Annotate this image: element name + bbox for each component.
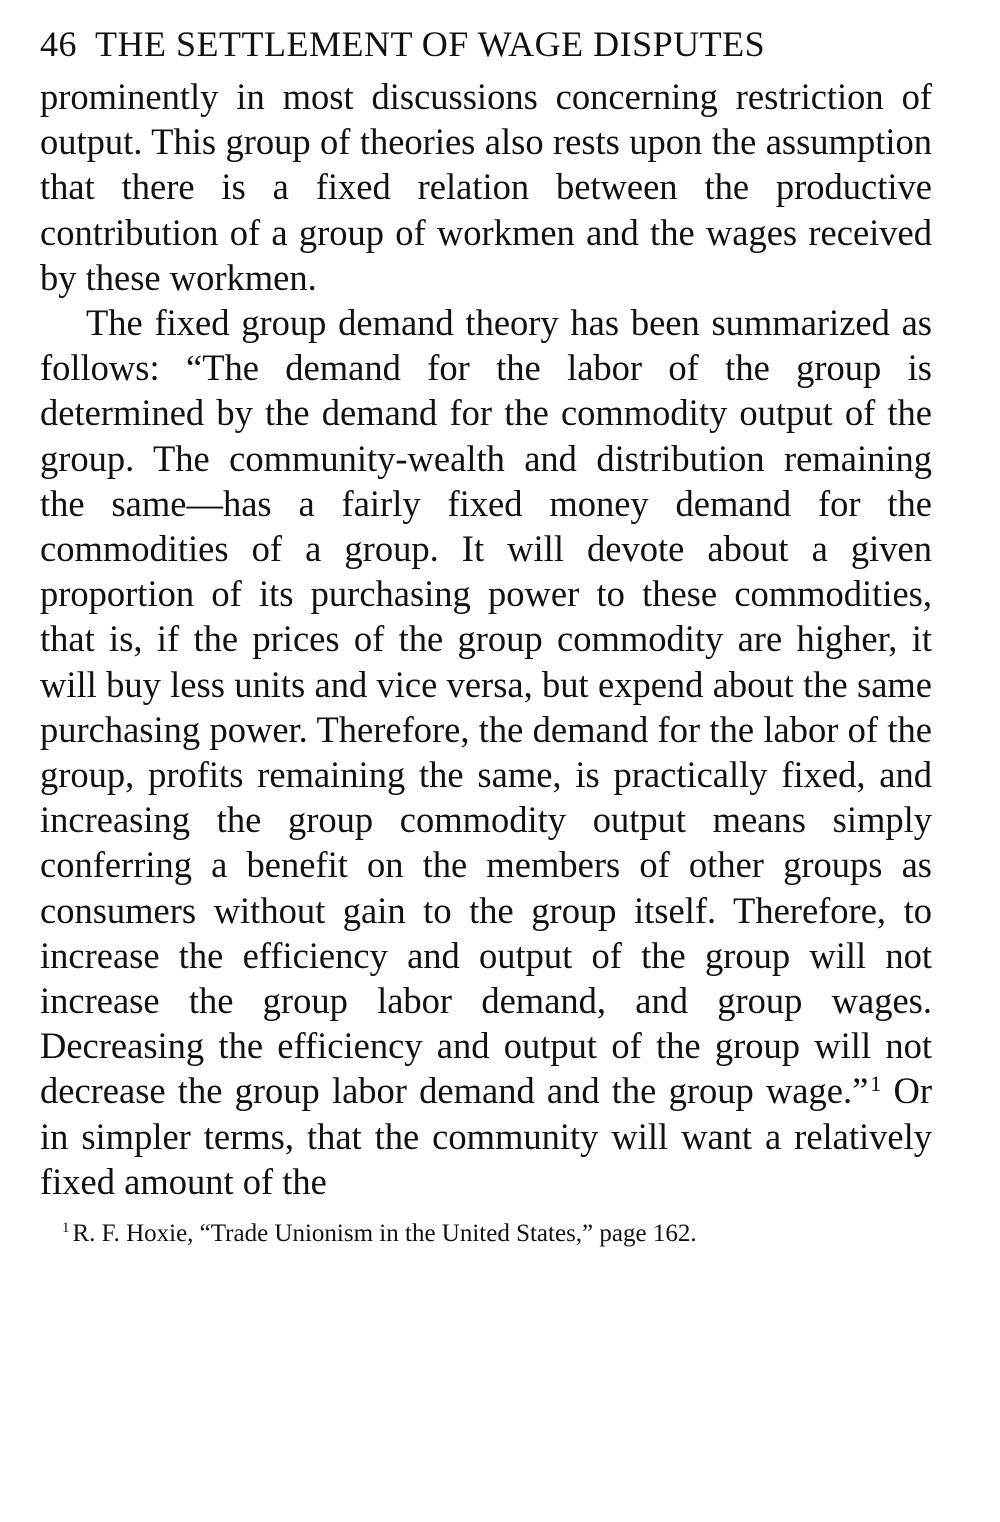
footnote xyxy=(40,1218,932,1250)
paragraph-fixed-group-demand xyxy=(40,300,932,1204)
body-text xyxy=(40,74,932,1204)
paragraph-text-main: The fixed group demand theory has been summarized as follows: “The demand for the labor of the group is determined by the demand for the commodity output of the group. The community-wealth and distribution remaining the same—has a fairly fixed money demand for the commodities of a group. It will devote about a given proportion of its purchasing power to these commodities, that is, if the prices of the group commodity are higher, it will buy less units and vice versa, but expend about the same purchasing power. Therefore, the demand for the labor of the group, profits remaining the same, is practically fixed, and increasing the group commodity output means simply conferring a benefit on the members of other groups as consumers without gain to the group itself. Therefore, to increase the efficiency and output of the group will not increase the group labor demand, and group wages. Decreasing the efficiency and output of the group will not decrease the group labor demand and the group wage.” xyxy=(40,302,932,1112)
page-number: 46 xyxy=(40,24,77,64)
book-page xyxy=(40,22,932,1250)
footnote-reference: 1 xyxy=(870,1071,882,1097)
footnote-marker: 1 xyxy=(62,1220,70,1237)
paragraph-text-continued: Or in simpler terms, that the community will want a relatively fixed amount of the xyxy=(40,1070,932,1202)
footnote-text: R. F. Hoxie, “Trade Unionism in the United States,” page 162. xyxy=(72,1220,697,1248)
running-head xyxy=(40,22,932,66)
paragraph-continued: prominently in most discussions concerning restriction of output. This group of theories also rests upon the assumption that there is a fixed relation between the productive contribution of a group of workmen and the wages received by these workmen. xyxy=(40,76,932,298)
running-title: THE SETTLEMENT OF WAGE DISPUTES xyxy=(95,24,766,64)
